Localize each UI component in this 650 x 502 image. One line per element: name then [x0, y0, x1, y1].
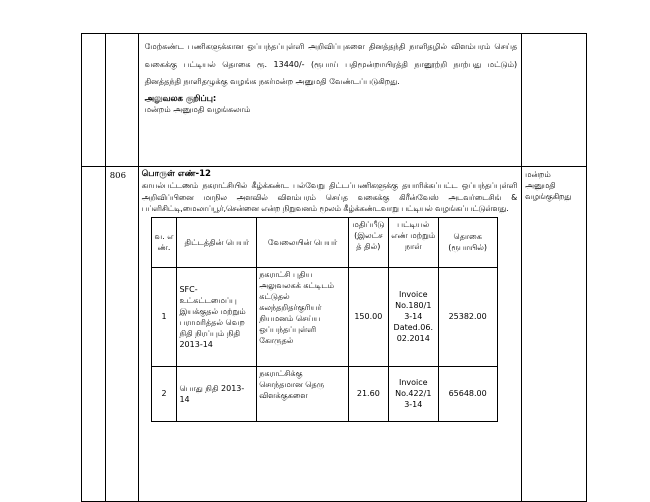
header-scheme: திட்டத்தின் பெயர்: [177, 217, 257, 267]
cell-work: நகராட்சிக்கு சொந்தமான தெரு விளக்குகளை: [257, 366, 349, 421]
header-amount: தொகை (ரூபாயில்): [438, 217, 497, 267]
cell-scheme: பொது நிதி 2013-14: [177, 366, 257, 421]
subject-cell: [138, 34, 522, 167]
cell-scheme: SFC- உட்கட்டமைப்பு இயக்குதல் மற்றும் பராமரித்தல் வெற நிதி நிரப்பும் நிதி 2013-14: [177, 267, 257, 366]
blank-cell: [82, 34, 106, 167]
table-row: [151, 267, 497, 366]
cell-bill: Invoice No.422/1 3-14: [388, 366, 438, 421]
serial-cell: 806: [105, 167, 138, 502]
table-row: [82, 167, 587, 502]
cell-serial: 1: [151, 267, 177, 366]
header-bill: பட்டியல் எண் மற்றும் நாள்: [388, 217, 438, 267]
header-estimate: மதிப்பீடு (இலட்ச த் தில்): [348, 217, 388, 267]
cell-amount: 65648.00: [438, 366, 497, 421]
cell-estimate: 150.00: [348, 267, 388, 366]
cell-estimate: 21.60: [348, 366, 388, 421]
office-note-body: மன்றம் அனுமதி வழங்கலாம்: [144, 104, 251, 114]
office-note-heading: அலுவலக குறிப்பு:: [144, 92, 217, 103]
subject-cell: [138, 167, 522, 502]
item-title: பொருள் எண்-12: [141, 169, 212, 179]
item-text: காயல்பட்டணம் நகராட்சியில் கீழ்க்கண்ட பல்வேறு திட்டப்பணிகளுக்கு தயாரிக்கப்பட்ட ஒப்பந்தப்புள்ளி அறிவிப்பினை மாநில அளவில் விளம்பரம் செய்த வகைக்கு கிரீன்வேஸ் அடவர்டைசிங் & பப்ளிசிட்டி,மைலாப்பூர்,சென்னை என்ற நிறுவனம் மூலம் கீழ்க்கண்டவாறு பட்டியல் வழங்கப்பட்டுள்ளது.: [141, 181, 518, 213]
cell-bill: Invoice No.180/1 3-14 Dated.06. 02.2014: [388, 267, 438, 366]
cell-work: நகராட்சி புதிய அலுவலகக் கட்டிடம் கட்டுதல் கலந்தறிதர்குரியர் நியமனம் செய்ய ஒப்பந்தப்புள்ளி கோருதல்: [257, 267, 349, 366]
header-serial: வ. எ ண்.: [151, 217, 177, 267]
serial-cell: [105, 34, 138, 167]
cell-amount: 25382.00: [438, 267, 497, 366]
resolution-cell: [522, 34, 587, 167]
header-row: [151, 217, 497, 267]
cell-serial: 2: [151, 366, 177, 421]
resolution-cell: மன்றம் அனுமதி வழங்குகிறது: [522, 167, 587, 502]
invoice-table: [151, 217, 498, 422]
table-row: [151, 366, 497, 421]
minutes-table: [81, 33, 587, 502]
table-row: [82, 34, 587, 167]
subject-paragraph: மேற்கண்ட பணிகளுக்கான ஒப்பந்தப்புள்ளி அறிவிப்புகளை தினத்தந்தி நாளிதழில் விளம்பரம் செய்த வகைக்கு பட்டியல் தொகை ரூ. 13440/- (ரூபாய் பதிமூன்றாயிரத்தி நானூற்றி நாற்பது மட்டும்) தினத்தந்தி நாளிதழுக்கு வழங்க நகர்மன்ற அனுமதி வேண்டப்படுகிறது.: [144, 42, 518, 86]
blank-cell: [82, 167, 106, 502]
header-work: வேலையின் பெயர்: [257, 217, 349, 267]
